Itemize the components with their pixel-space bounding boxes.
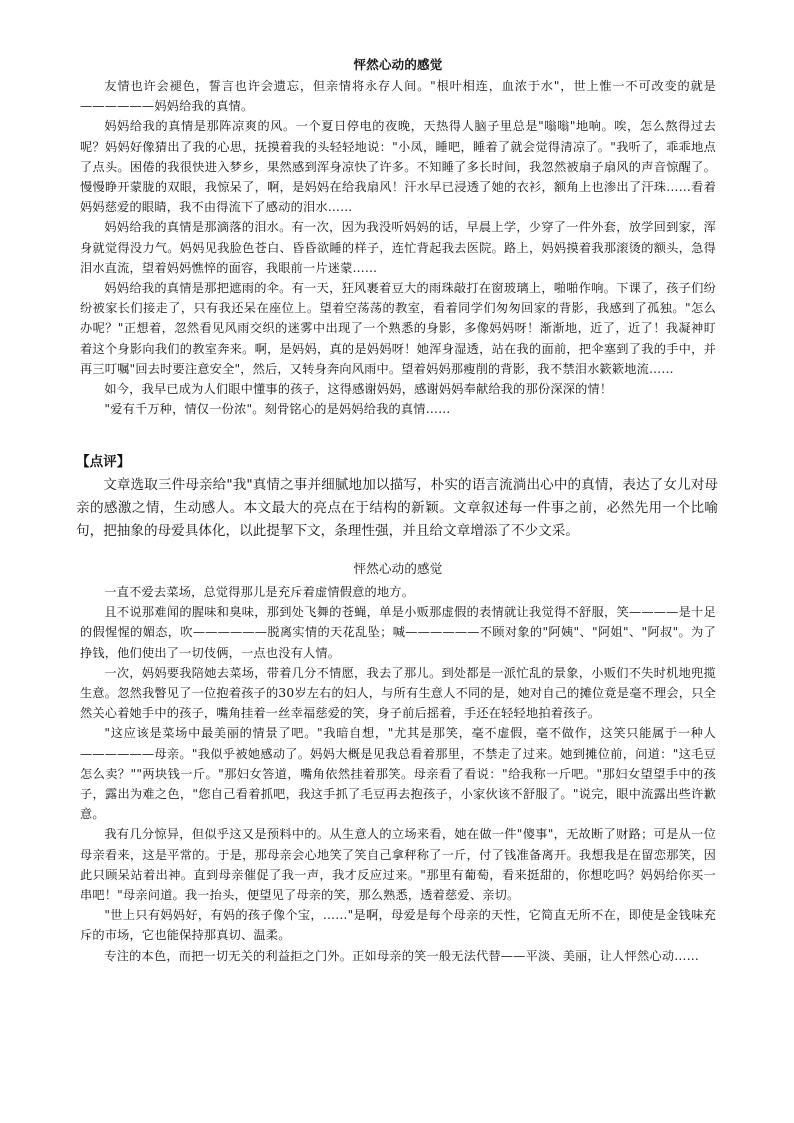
essay-one-paragraph: 妈妈给我的真情是那阵凉爽的风。一个夏日停电的夜晚，天热得人脑子里总是"嗡嗡"地响。唉，怎么熬得过去呢？妈妈好像猜出了我的心思，抚摸着我的头轻轻地说："小凤，睡吧，睡着了就会觉得清凉了。"我听了，乖乖地点了点头。困倦的我很快进入梦乡，果然感到浑身凉快了许多。不知睡了多长时间，我忽然被扇子扇风的声音惊醒了。慢慢睁开蒙胧的双眼，我惊呆了，啊，是妈妈在给我扇风！汗水早已浸透了她的衣衫，额角上也渗出了汗珠……看着妈妈慈爱的眼睛，我不由得流下了感动的泪水…… (80, 119, 716, 215)
essay-one-title: 怦然心动的感觉 (353, 57, 443, 72)
essay-one-paragraph: 如今，我早已成为人们眼中懂事的孩子，这得感谢妈妈，感谢妈妈奉献给我的那份深深的情！ (104, 382, 613, 397)
essay-one-paragraph: "爱有千万种，情仅一份浓"。刻骨铭心的是妈妈给我的真情…… (104, 402, 451, 417)
essay-two-paragraph: 专注的本色，而把一切无关的利益拒之门外。正如母亲的笑一般无法代替——平淡、美丽，让人怦然心动…… (104, 948, 699, 963)
essay-two-paragraph: 我有几分惊异，但似乎这又是预料中的。从生意人的立场来看，她在做一件"傻事"，无故断了财路；可是从一位母亲看来，这是平常的。于是，那母亲会心地笑了笑自己拿秤称了一斤，付了钱准备离开。我想我是在留恋那笑，因此只顾呆站着出神。直到母亲催促了我一声，我才反应过来。"那里有葡萄，看来挺甜的，你想吃吗？妈妈给你买一串吧！"母亲问道。我一抬头，便望见了母亲的笑，那么熟悉，透着慈爱、亲切。 (80, 827, 716, 903)
essay-two (80, 560, 716, 966)
essay-two-paragraph: 一次，妈妈要我陪她去菜场，带着几分不情愿，我去了那儿。到处都是一派忙乱的景象，小贩们不失时机地兜揽生意。忽然我瞥见了一位抱着孩子的30岁左右的妇人，与所有生意人不同的是，她对自己的摊位竟是毫不理会，只全然关心着她手中的孩子，嘴角挂着一丝幸福慈爱的笑，身子前后摇着，手还在轻轻地拍着孩子。 (80, 665, 716, 721)
essay-one-paragraph: 妈妈给我的真情是那把遮雨的伞。有一天，狂风裹着豆大的雨珠敲打在窗玻璃上，啪啪作响。下课了，孩子们纷纷被家长们接走了，只有我还呆在座位上。望着空荡荡的教室，看着同学们匆匆回家的背影，我感到了孤独。"怎么办呢？"正想着，忽然看见风雨交织的迷雾中出现了一个熟悉的身影，多像妈妈呀！渐渐地，近了，近了！我凝神盯着这个身影向我们的教室奔来。啊，是妈妈，真的是妈妈呀！她浑身湿透，站在我的面前，把伞塞到了我的手中，并再三叮嘱"回去时要注意安全"，然后，又转身奔向风雨中。望着妈妈那瘦削的背影，我不禁泪水簌簌地流…… (80, 281, 716, 376)
comment-section (76, 451, 718, 543)
essay-two-paragraph: "这应该是菜场中最美丽的情景了吧。"我暗自想，"尤其是那笑，毫不虚假，毫不做作，这笑只能属于一种人——————母亲。"我似乎被她感动了。妈妈大概是见我总看着那里，不禁走了过来。她到摊位前，问道："这毛豆怎么卖？""两块钱一斤。"那妇女答道，嘴角依然挂着那笑。母亲看了看说："给我称一斤吧。"那妇女望望手中的孩子，露出为难之色，"您自己看着抓吧，我这手抓了毛豆再去抱孩子，小家伙该不舒服了。"说完，眼中流露出些许歉意。 (80, 726, 716, 822)
essay-two-title: 怦然心动的感觉 (353, 561, 443, 576)
comment-heading: 【点评】 (76, 454, 131, 470)
comment-body: 文章选取三件母亲给"我"真情之事并细腻地加以描写，朴实的语言流淌出心中的真情，表达了女儿对母亲的感激之情，生动感人。本文最大的亮点在于结构的新颖。文章叙述每一件事之前，必然先用一个比喻句，把抽象的母爱具体化，以此提挈下文，条理性强，并且给文章增添了不少文采。 (76, 477, 718, 539)
essay-two-paragraph: 一直不爱去菜场，总觉得那儿是充斥着虚情假意的地方。 (104, 585, 415, 599)
essay-one-paragraph: 妈妈给我的真情是那滴落的泪水。有一次，因为我没听妈妈的话，早晨上学，少穿了一件外套，放学回到家，浑身就觉得没力气。妈妈见我脸色苍白、昏昏欲睡的样子，连忙背起我去医院。路上，妈妈摸着我那滚烫的额头，急得泪水直流，望着妈妈憔悴的面容，我眼前一片迷蒙…… (80, 220, 716, 275)
essay-two-paragraph: "世上只有妈妈好，有妈的孩子像个宝，……"是啊，母爱是每个母亲的天性，它简直无所不在，即使是金钱味充斥的市场，它也能保持那真切、温柔。 (80, 908, 716, 943)
essay-one (80, 56, 716, 419)
essay-two-paragraph: 且不说那难闻的腥味和臭味，那到处飞舞的苍蝇，单是小贩那虚假的表情就让我觉得不舒服，笑————是十足的假惺惺的媚态，吹——————脱离实情的天花乱坠；喊——————不顾对象的"阿姨"、"阿姐"、"阿叔"。为了挣钱，他们使出了一切伎俩，一点也没有人情。 (80, 605, 716, 660)
essay-one-paragraph: 友情也许会褪色，誓言也许会遗忘，但亲情将永存人间。"根叶相连，血浓于水"，世上惟一不可改变的就是——————妈妈给我的真情。 (80, 79, 716, 114)
